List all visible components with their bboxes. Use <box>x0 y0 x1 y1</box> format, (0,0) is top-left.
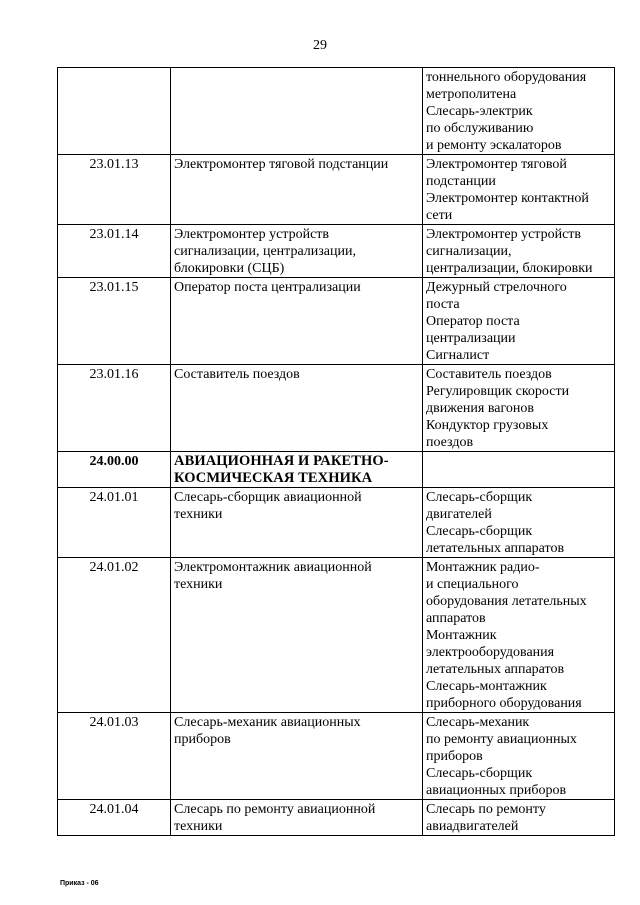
profession-name <box>171 155 423 225</box>
related-profession-line: Составитель поездов <box>426 367 552 382</box>
profession-name-line: Электромонтер устройств <box>174 227 330 242</box>
related-professions <box>423 68 615 155</box>
profession-code: 24.01.03 <box>58 713 171 800</box>
related-profession-line: поездов <box>426 435 474 450</box>
profession-name-line: Составитель поездов <box>174 367 300 382</box>
related-profession-line: движения вагонов <box>426 401 534 416</box>
related-profession-line: Дежурный стрелочного <box>426 280 567 295</box>
related-profession-line: электрооборудования <box>426 645 555 660</box>
profession-name-line: техники <box>174 507 223 522</box>
profession-name <box>171 558 423 713</box>
profession-name-line: сигнализации, централизации, <box>174 244 356 259</box>
related-profession-line: Слесарь-сборщик <box>426 524 533 539</box>
related-profession-line: по обслуживанию <box>426 121 534 136</box>
profession-name <box>171 68 423 155</box>
table-row <box>58 713 615 800</box>
profession-name <box>171 365 423 452</box>
profession-name <box>171 800 423 836</box>
related-profession-line: сигнализации, <box>426 244 512 259</box>
related-profession-line: Слесарь-монтажник <box>426 679 547 694</box>
related-professions <box>423 225 615 278</box>
related-profession-line: по ремонту авиационных <box>426 732 577 747</box>
related-profession-line: авиадвигателей <box>426 819 519 834</box>
profession-name-line: Электромонтажник авиационной <box>174 560 372 575</box>
related-profession-line: оборудования летательных <box>426 594 587 609</box>
profession-name <box>171 278 423 365</box>
table-row <box>58 452 615 488</box>
related-profession-line: приборов <box>426 749 483 764</box>
profession-code: 23.01.13 <box>58 155 171 225</box>
related-professions <box>423 488 615 558</box>
related-profession-line: Слесарь-сборщик <box>426 490 533 505</box>
related-profession-line: двигателей <box>426 507 492 522</box>
related-profession-line: подстанции <box>426 174 496 189</box>
related-profession-line: и специального <box>426 577 519 592</box>
profession-code: 24.01.01 <box>58 488 171 558</box>
related-professions <box>423 278 615 365</box>
profession-name-line: АВИАЦИОННАЯ И РАКЕТНО- <box>174 453 389 469</box>
related-professions <box>423 713 615 800</box>
profession-name-line: Электромонтер тяговой подстанции <box>174 157 389 172</box>
related-professions <box>423 558 615 713</box>
profession-name-line: блокировки (СЦБ) <box>174 261 285 276</box>
profession-code <box>58 68 171 155</box>
related-profession-line: и ремонту эскалаторов <box>426 138 562 153</box>
table-row <box>58 365 615 452</box>
table-row <box>58 155 615 225</box>
related-profession-line: Слесарь-механик <box>426 715 530 730</box>
profession-code: 24.00.00 <box>58 452 171 488</box>
table-row <box>58 488 615 558</box>
related-profession-line: централизации <box>426 331 516 346</box>
related-profession-line: Электромонтер устройств <box>426 227 582 242</box>
profession-name-line: Слесарь-механик авиационных <box>174 715 361 730</box>
related-profession-line: авиационных приборов <box>426 783 567 798</box>
related-profession-line: Регулировщик скорости <box>426 384 570 399</box>
profession-name-line: КОСМИЧЕСКАЯ ТЕХНИКА <box>174 470 373 486</box>
related-profession-line: тоннельного оборудования <box>426 70 587 85</box>
professions-table <box>57 67 615 836</box>
table-body <box>58 68 615 836</box>
table-row <box>58 800 615 836</box>
profession-name-line: техники <box>174 819 223 834</box>
related-profession-line: поста <box>426 297 460 312</box>
related-profession-line: летательных аппаратов <box>426 662 565 677</box>
related-profession-line: централизации, блокировки <box>426 261 593 276</box>
profession-name-line: Слесарь-сборщик авиационной <box>174 490 362 505</box>
profession-code: 23.01.14 <box>58 225 171 278</box>
profession-code: 24.01.04 <box>58 800 171 836</box>
profession-code: 23.01.16 <box>58 365 171 452</box>
related-profession-line: Электромонтер тяговой <box>426 157 567 172</box>
profession-name <box>171 713 423 800</box>
profession-name <box>171 225 423 278</box>
related-profession-line: Слесарь-сборщик <box>426 766 533 781</box>
profession-code: 23.01.15 <box>58 278 171 365</box>
related-profession-line: Слесарь по ремонту <box>426 802 546 817</box>
table-row <box>58 278 615 365</box>
table-row <box>58 558 615 713</box>
profession-name-line: Оператор поста централизации <box>174 280 361 295</box>
page-number: 29 <box>313 38 327 53</box>
related-professions <box>423 800 615 836</box>
related-profession-line: метрополитена <box>426 87 517 102</box>
profession-name-line: Слесарь по ремонту авиационной <box>174 802 376 817</box>
related-profession-line: Оператор поста <box>426 314 520 329</box>
related-profession-line: Кондуктор грузовых <box>426 418 549 433</box>
table-row <box>58 225 615 278</box>
related-profession-line: летательных аппаратов <box>426 541 565 556</box>
related-profession-line: Электромонтер контактной <box>426 191 589 206</box>
profession-name <box>171 452 423 488</box>
related-profession-line: Слесарь-электрик <box>426 104 533 119</box>
table-row <box>58 68 615 155</box>
profession-name-line: техники <box>174 577 223 592</box>
footer-order-label: Приказ - 06 <box>60 880 99 887</box>
related-professions <box>423 452 615 488</box>
related-profession-line: Сигналист <box>426 348 490 363</box>
profession-name-line: приборов <box>174 732 231 747</box>
related-professions <box>423 155 615 225</box>
profession-code: 24.01.02 <box>58 558 171 713</box>
related-profession-line: приборного оборудования <box>426 696 582 711</box>
related-profession-line: аппаратов <box>426 611 486 626</box>
related-profession-line: сети <box>426 208 453 223</box>
related-profession-line: Монтажник радио- <box>426 560 540 575</box>
related-professions <box>423 365 615 452</box>
related-profession-line: Монтажник <box>426 628 497 643</box>
profession-name <box>171 488 423 558</box>
